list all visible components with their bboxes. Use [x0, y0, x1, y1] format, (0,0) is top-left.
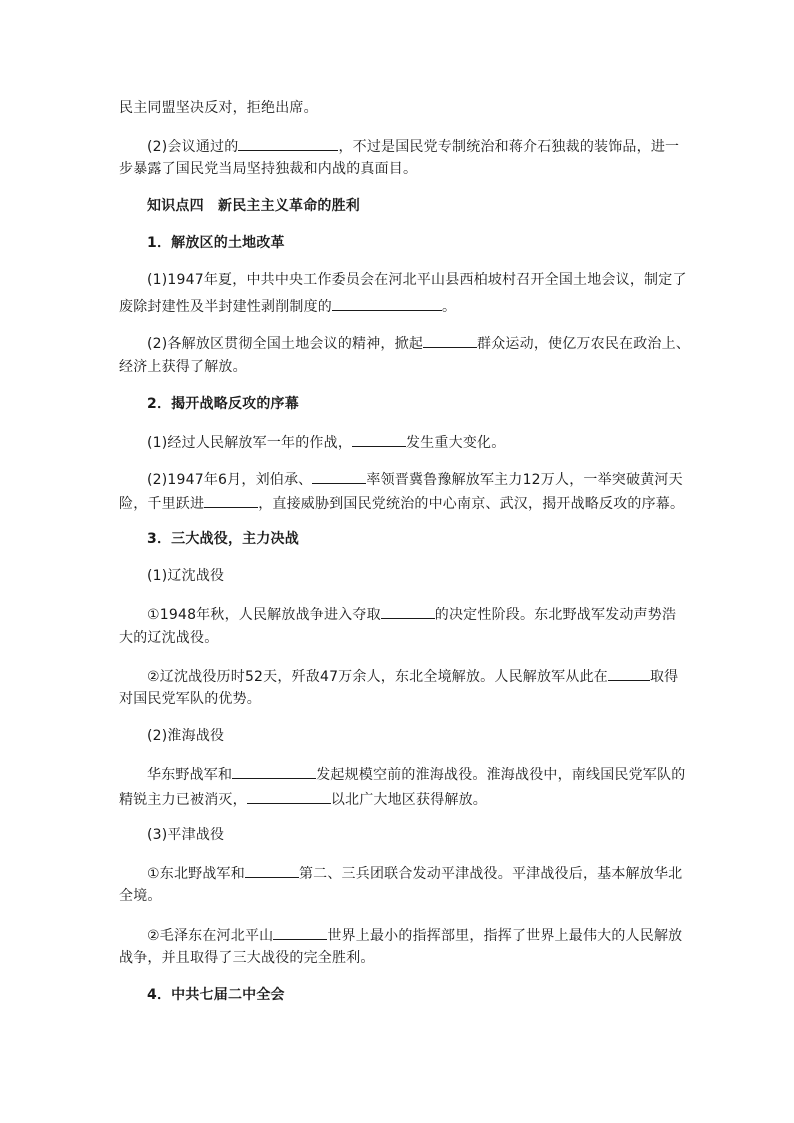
text: 精锐主力已被消灭， — [119, 792, 247, 808]
text-line — [119, 297, 456, 315]
text: 大的辽沈战役。 — [119, 630, 219, 646]
subheading — [147, 531, 299, 547]
text-line — [147, 864, 682, 882]
text: ②辽沈战役历时52天，歼敌47万余人，东北全境解放。人民解放军从此在 — [147, 669, 608, 685]
text-line — [119, 359, 247, 375]
text: 险，千里跃进 — [119, 496, 205, 512]
text: 2．揭开战略反攻的序幕 — [147, 396, 299, 412]
text-line — [147, 926, 682, 944]
text: 第二、三兵团联合发动平津战役。平津战役后，基本解放华北 — [298, 866, 683, 882]
text-line — [147, 605, 676, 623]
text: 的决定性阶段。东北野战军发动声势浩 — [434, 607, 677, 623]
text-line — [119, 950, 375, 966]
fill-blank[interactable] — [352, 433, 406, 447]
text-line — [147, 272, 687, 288]
text: ①1948年秋，人民解放战争进入夺取 — [147, 607, 381, 623]
section-heading — [147, 198, 360, 214]
text: ①东北野战军和 — [147, 866, 245, 882]
text: 对国民党军队的优势。 — [119, 691, 261, 707]
text: 民主同盟坚决反对，拒绝出席。 — [119, 100, 318, 116]
text: (2)1947年6月，刘伯承、 — [147, 472, 313, 488]
text-line — [119, 630, 218, 646]
text-line — [147, 137, 679, 155]
fill-blank[interactable] — [245, 864, 299, 878]
text: 废除封建性及半封建性剥削制度的 — [119, 299, 332, 315]
text: 3．三大战役，主力决战 — [147, 531, 299, 547]
fill-blank[interactable] — [238, 137, 338, 151]
text: (1)1947年夏，中共中央工作委员会在河北平山县西柏坡村召开全国土地会议，制定了 — [147, 272, 687, 288]
text-line — [147, 827, 224, 843]
text: ，不过是国民党专制统治和蒋介石独裁的装饰品，进一 — [338, 139, 680, 155]
text: 取得 — [649, 669, 679, 685]
fill-blank[interactable] — [204, 494, 258, 508]
text-line — [119, 790, 487, 808]
text-line — [147, 765, 685, 783]
subheading — [147, 987, 285, 1003]
text: (1)经过人民解放军一年的作战， — [147, 435, 353, 451]
subheading — [147, 396, 299, 412]
text: 以北广大地区获得解放。 — [330, 792, 488, 808]
text: 华东野战军和 — [147, 767, 233, 783]
text: 率领晋冀鲁豫解放军主力12万人，一举突破黄河天 — [366, 472, 683, 488]
text: 发起规模空前的淮海战役。淮海战役中，南线国民党军队的 — [316, 767, 686, 783]
text: 发生重大变化。 — [406, 435, 506, 451]
text: ②毛泽东在河北平山 — [147, 928, 274, 944]
text: 1．解放区的土地改革 — [147, 235, 285, 251]
text-line — [119, 100, 318, 116]
fill-blank[interactable] — [423, 334, 477, 348]
text: 全境。 — [119, 888, 162, 904]
text: (3)平津战役 — [147, 827, 225, 843]
text: 4．中共七届二中全会 — [147, 987, 285, 1003]
text-line — [119, 161, 417, 177]
text-line — [147, 470, 683, 488]
text: 。 — [442, 299, 457, 315]
text-line — [119, 691, 261, 707]
text: 经济上获得了解放。 — [119, 359, 247, 375]
text: (2)各解放区贯彻全国土地会议的精神，掀起 — [147, 336, 424, 352]
fill-blank[interactable] — [247, 790, 331, 804]
fill-blank[interactable] — [608, 667, 650, 681]
fill-blank[interactable] — [312, 470, 366, 484]
text-line — [147, 568, 224, 584]
fill-blank[interactable] — [232, 765, 316, 779]
text: (2)会议通过的 — [147, 139, 239, 155]
text-line — [147, 433, 505, 451]
fill-blank[interactable] — [273, 926, 327, 940]
text-line — [119, 888, 162, 904]
text-line — [147, 334, 690, 352]
text-line — [119, 494, 684, 512]
text: (1)辽沈战役 — [147, 568, 225, 584]
fill-blank[interactable] — [332, 297, 442, 311]
text-line — [147, 728, 224, 744]
text: 步暴露了国民党当局坚持独裁和内战的真面目。 — [119, 161, 418, 177]
text: (2)淮海战役 — [147, 728, 225, 744]
fill-blank[interactable] — [381, 605, 435, 619]
subheading — [147, 235, 285, 251]
text: 群众运动，使亿万农民在政治上、 — [477, 336, 691, 352]
text-line — [147, 667, 678, 685]
text: 知识点四 新民主主义革命的胜利 — [147, 198, 360, 214]
text: ，直接威胁到国民党统治的中心南京、武汉，揭开战略反攻的序幕。 — [258, 496, 685, 512]
text: 战争，并且取得了三大战役的完全胜利。 — [119, 950, 375, 966]
text: 世界上最小的指挥部里，指挥了世界上最伟大的人民解放 — [327, 928, 683, 944]
